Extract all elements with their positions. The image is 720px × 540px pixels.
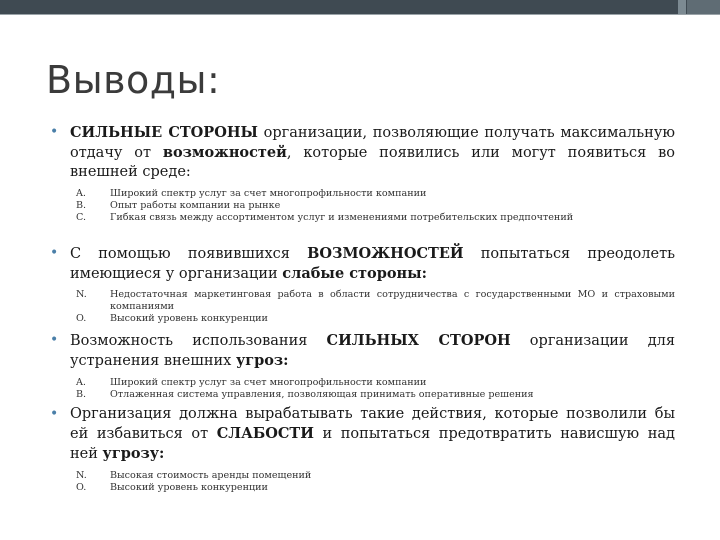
bullet-text-span: , которые появились или могут появиться во внешней среде: <box>70 145 675 180</box>
sub-item-marker: B. <box>76 389 87 400</box>
bullet-text-span: С помощью появившихся <box>70 246 308 262</box>
bullet-text <box>50 331 675 371</box>
sub-item-marker: O. <box>76 313 87 324</box>
bullet-text-bold: ВОЗМОЖНОСТЕЙ <box>307 245 464 262</box>
sub-item <box>50 212 675 224</box>
bullet-text-bold: СИЛЬНЫХ СТОРОН <box>326 332 511 349</box>
sub-item <box>50 188 675 200</box>
top-rule <box>0 14 720 15</box>
sub-item-marker: B. <box>76 200 87 211</box>
top-bar-dark <box>0 0 720 14</box>
bullet-section-3 <box>50 331 675 401</box>
sub-item <box>50 289 675 313</box>
sub-item <box>50 377 675 389</box>
sub-item <box>50 313 675 325</box>
sub-item-marker: A. <box>76 377 86 388</box>
sub-item <box>50 389 675 401</box>
bullet-text-span: организации, позволяющие получать максимальную отдачу от <box>70 125 675 161</box>
bullet-dot-icon: • <box>50 124 59 140</box>
sub-item-text: Широкий спектр услуг за счет многопрофильности компании <box>110 188 427 199</box>
bullet-text-bold: угрозу: <box>102 445 165 462</box>
sub-item-text: Высокий уровень конкуренции <box>110 482 268 493</box>
sub-item-marker: N. <box>76 289 87 300</box>
bullet-text-span: организации для устранения внешних <box>70 333 675 369</box>
bullet-text-bold: СЛАБОСТИ <box>216 425 314 442</box>
bullet-text <box>50 244 675 284</box>
bullet-dot-icon: • <box>50 332 59 348</box>
sub-item-text: Гибкая связь между ассортиментом услуг и изменениями потребительских предпочтений <box>110 212 574 223</box>
sub-item <box>50 200 675 212</box>
sub-item-marker: O. <box>76 482 87 493</box>
sub-item <box>50 482 675 494</box>
bullet-text-bold: СИЛЬНЫЕ СТОРОНЫ <box>70 124 258 141</box>
bullet-dot-icon: • <box>50 406 59 422</box>
bullet-section-4 <box>50 405 675 494</box>
bullet-text-bold: угроз: <box>235 352 289 369</box>
sub-item-text: Высокий уровень конкуренции <box>110 313 268 324</box>
sub-item-text: Широкий спектр услуг за счет многопрофильности компании <box>110 377 427 388</box>
top-bar-segment-light <box>678 0 686 14</box>
bullet-text-bold: слабые стороны: <box>282 265 428 282</box>
sub-item-text: Отлаженная система управления, позволяющая принимать оперативные решения <box>110 389 534 400</box>
slide-title: Выводы: <box>46 58 221 102</box>
sub-item-text: Опыт работы компании на рынке <box>110 200 281 211</box>
bullet-section-1 <box>50 123 675 224</box>
sub-item <box>50 470 675 482</box>
sub-item-marker: N. <box>76 470 87 481</box>
bullet-text <box>50 123 675 182</box>
top-accent-bar <box>0 0 720 14</box>
bullet-text-span: Возможность использования <box>70 333 327 349</box>
bullet-text-span: Организация должна вырабатывать такие действия, которые позволили бы ей избавиться от <box>70 406 675 442</box>
bullet-section-2 <box>50 244 675 325</box>
top-bar-segment-mid <box>687 0 720 14</box>
sub-item-text: Недостаточная маркетинговая работа в области сотрудничества с государственными МО и страховыми компаниями <box>110 289 675 312</box>
bullet-text-bold: возможностей <box>162 144 287 161</box>
sub-item-text: Высокая стоимость аренды помещений <box>110 470 312 481</box>
bullet-text <box>50 405 675 464</box>
sub-item-marker: C. <box>76 212 87 223</box>
bullet-text-span: попытаться преодолеть имеющиеся у организации <box>70 246 675 282</box>
sub-item-marker: A. <box>76 188 86 199</box>
bullet-dot-icon: • <box>50 245 59 261</box>
bullet-text-span: и попытаться предотвратить нависшую над ней <box>70 426 675 462</box>
